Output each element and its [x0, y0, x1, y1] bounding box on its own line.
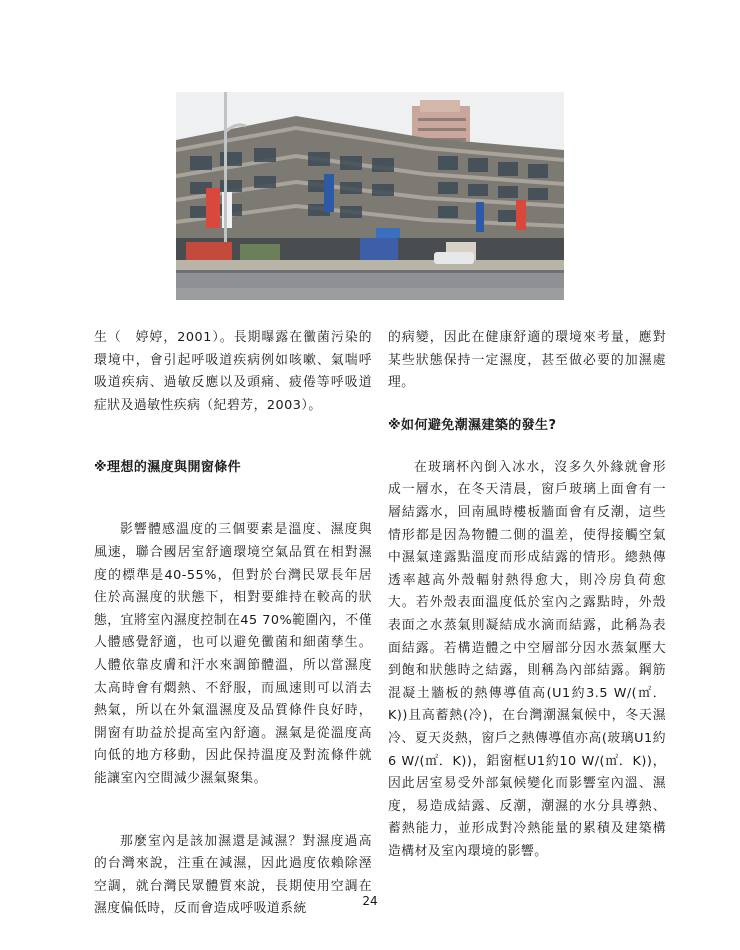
right-paragraph-1: 的病變，因此在健康舒適的環境來考量，應對某些狀態保持一定濕度，甚至做必要的加濕處理。 — [388, 330, 666, 391]
left-paragraph-3: 那麼室內是該加濕還是減濕？對濕度過高的台灣來說，注重在減濕，因此過度依賴除溼空調，就台灣民眾體質來說，長期使用空調在濕度偏低時，反而會造成呼吸道系統 — [94, 833, 372, 917]
street-building-photo — [176, 92, 564, 300]
section-heading-humidity: ※理想的濕度與開窗條件 — [94, 460, 242, 476]
right-paragraph-2: 在玻璃杯內倒入冰水，沒多久外緣就會形成一層水，在冬天清晨，窗戶玻璃上面會有一層結露水，回南風時樓板牆面會有反潮，這些情形都是因為物體二側的溫差，使得接觸空氣中濕氣達露點溫度而形成結露的情形。總熱傳透率越高外殼輻射熱得愈大，則冷房負荷愈大。若外殼表面溫度低於室內之露點時，外殼表面之水蒸氣則凝結成水滴而結露，此稱為表面結露。若構造體之中空層部分因水蒸氣壓大到飽和狀態時之結露，則稱為內部結露。鋼筋混凝土牆板的熱傳導值高(U1約3.5 W/(㎡．K))且高蓄熱(冷)，在台灣潮濕氣候中，冬天濕冷、夏天炎熱，窗戶之熱傳導值亦高(玻璃U1約6 W/(㎡．K))，鋁窗框U1約10 W/(㎡．K))，因此居室易受外部氣候變化而影響室內溫、濕度，易造成結露、反潮，潮濕的水分具導熱、蓄熱能力，並形成對冷熱能量的累積及建築構造構材及室內環境的影響。 — [388, 459, 666, 859]
page-number: 24 — [362, 894, 378, 908]
left-column — [94, 327, 372, 921]
right-column — [388, 327, 666, 863]
left-paragraph-1: 生（ 婷婷，2001）。長期曝露在黴菌污染的環境中，會引起呼吸道疾病例如咳嗽、氣喘呼吸道疾病、過敏反應以及頭痛、疲倦等呼吸道症狀及過敏性疾病（紀碧芳，2003）。 — [94, 330, 372, 413]
left-paragraph-2: 影響體感溫度的三個要素是溫度、濕度與風速，聯合國居室舒適環境空氣品質在相對濕度的標準是40-55%，但對於台灣民眾長年居住於高濕度的狀態下，相對要維持在較高的狀態，宜將室內濕度控制在45 70%範圍內，不僅人體感覺舒適，也可以避免黴菌和細菌孳生。人體依靠皮膚和汗水來調節體溫，所以當濕度太高時會有燜熱、不舒服，而風速則可以消去熱氣，所以在外氣溫濕度及品質條件良好時，開窗有助益於提高室內舒適。濕氣是從溫度高向低的地方移動，因此保持溫度及對流條件就能讓室內空間減少濕氣聚集。 — [94, 522, 372, 786]
section-heading-damp-buildings: ※如何避免潮濕建築的發生? — [388, 417, 557, 433]
